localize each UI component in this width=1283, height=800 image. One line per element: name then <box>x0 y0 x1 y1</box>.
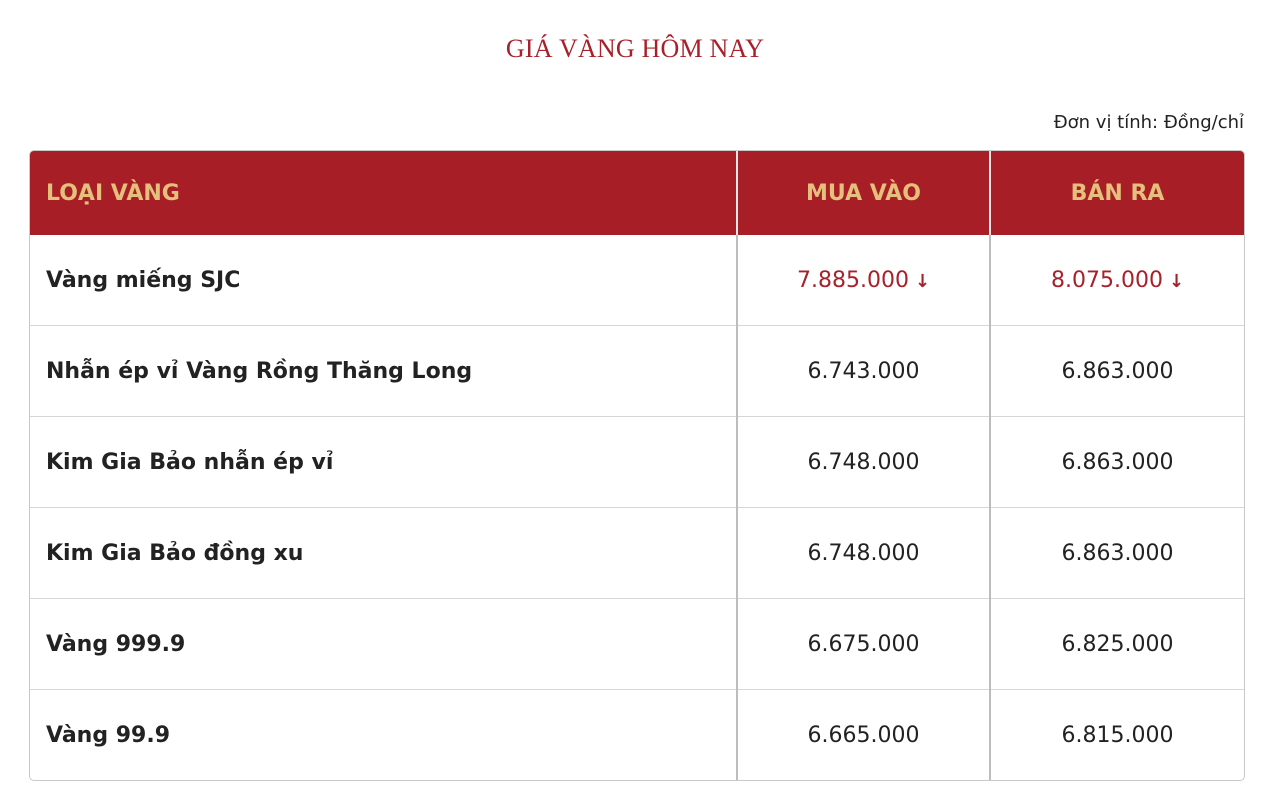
table-header-row <box>30 151 1244 235</box>
gold-type-cell: Vàng miếng SJC <box>46 267 241 293</box>
arrow-down-icon: ↓ <box>1168 270 1185 292</box>
buy-price-cell: 6.675.000 <box>737 599 990 690</box>
table-row <box>30 326 1244 417</box>
sell-price-cell: 6.863.000 <box>990 508 1244 599</box>
sell-price-cell <box>990 235 1244 326</box>
column-header-sell: BÁN RA <box>990 151 1244 235</box>
buy-price-cell: 6.665.000 <box>737 690 990 781</box>
sell-price-cell: 6.815.000 <box>990 690 1244 781</box>
arrow-down-icon: ↓ <box>914 270 931 292</box>
unit-note: Đơn vị tính: Đồng/chỉ <box>1053 112 1244 133</box>
buy-price: 7.885.000 <box>796 267 909 293</box>
sell-price-cell: 6.863.000 <box>990 326 1244 417</box>
table-row <box>30 235 1244 326</box>
buy-price-cell: 6.748.000 <box>737 417 990 508</box>
gold-price-table <box>29 150 1245 781</box>
column-header-buy: MUA VÀO <box>737 151 990 235</box>
gold-type-cell: Kim Gia Bảo đồng xu <box>30 508 737 599</box>
column-header-gold-type: LOẠI VÀNG <box>30 151 737 235</box>
buy-price-cell: 6.743.000 <box>737 326 990 417</box>
buy-price-cell <box>737 235 990 326</box>
gold-type-cell: Kim Gia Bảo nhẫn ép vỉ <box>30 417 737 508</box>
sell-price: 8.075.000 <box>1050 267 1163 293</box>
gold-type-cell: Vàng 999.9 <box>30 599 737 690</box>
sell-price-cell: 6.825.000 <box>990 599 1244 690</box>
table-row <box>30 417 1244 508</box>
page-title: GIÁ VÀNG HÔM NAY <box>505 34 765 63</box>
buy-price-cell: 6.748.000 <box>737 508 990 599</box>
sell-price-cell: 6.863.000 <box>990 417 1244 508</box>
table-row <box>30 508 1244 599</box>
table-row <box>30 599 1244 690</box>
gold-type-cell: Vàng 99.9 <box>30 690 737 781</box>
gold-type-cell: Nhẫn ép vỉ Vàng Rồng Thăng Long <box>30 326 737 417</box>
table-row <box>30 690 1244 781</box>
